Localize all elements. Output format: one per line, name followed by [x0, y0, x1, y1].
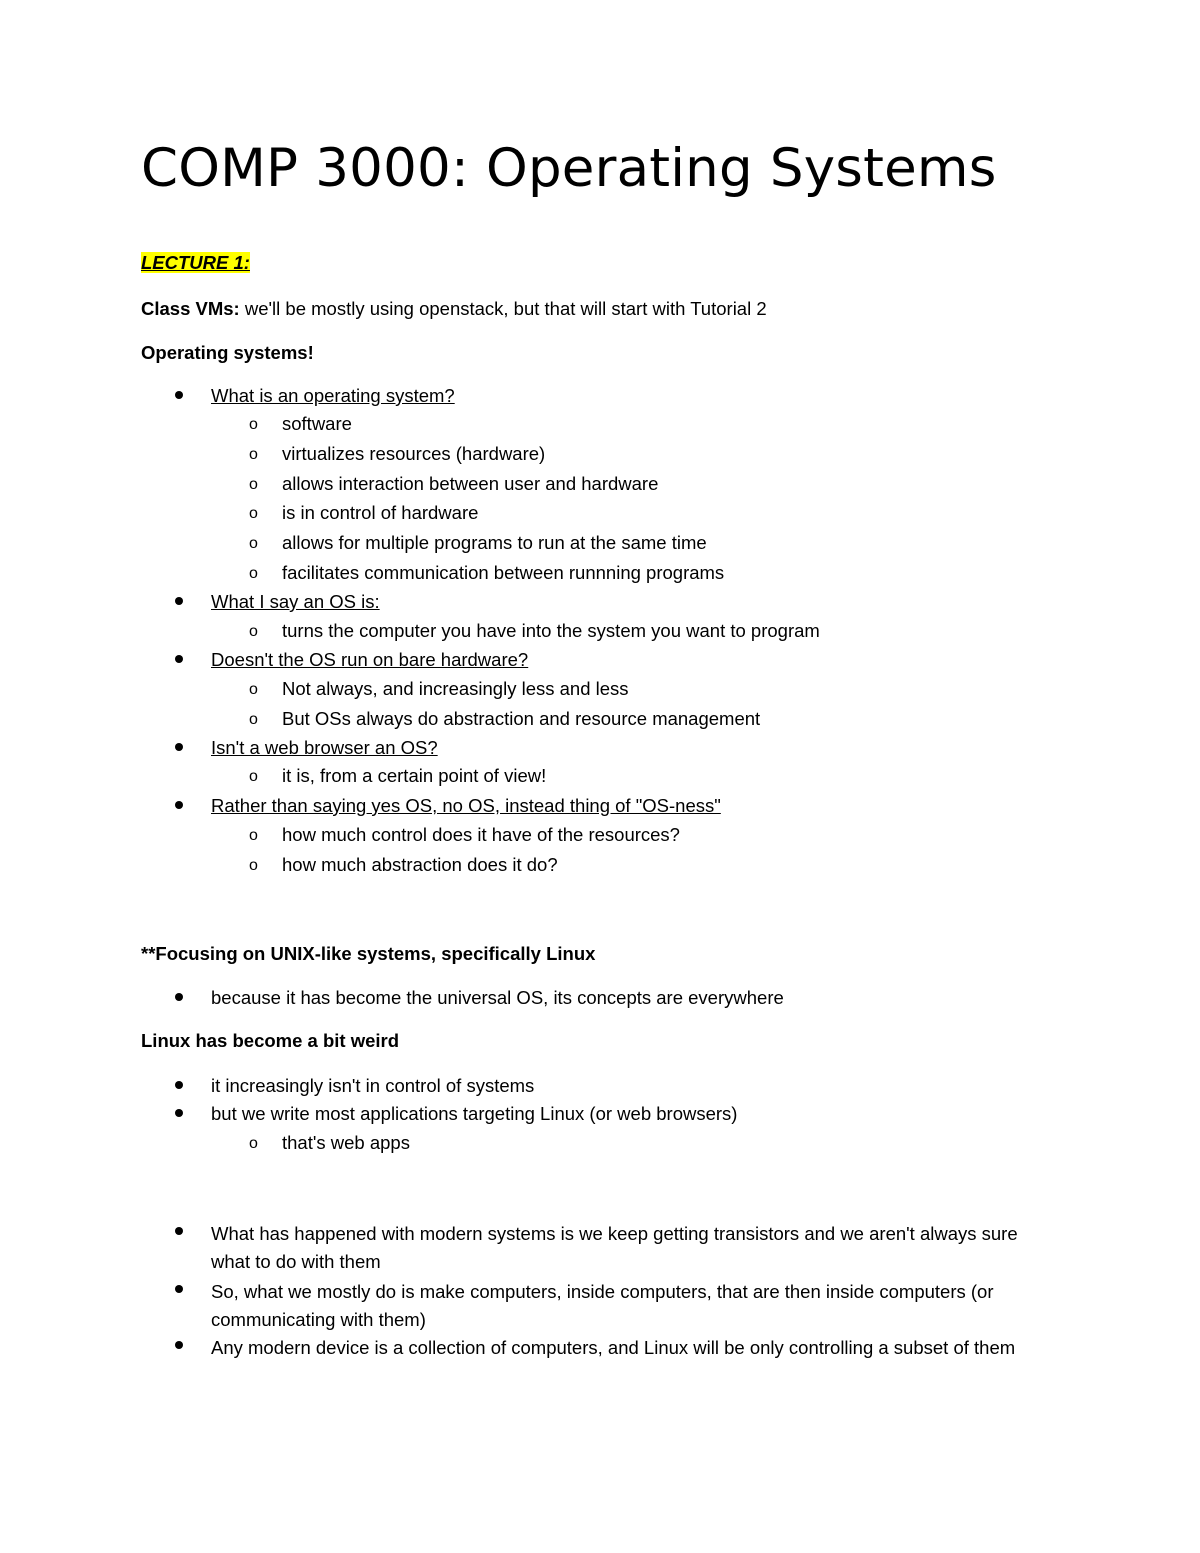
- bullet-icon: [175, 1341, 183, 1349]
- linux-list-item: it increasingly isn't in control of systems: [211, 1075, 535, 1096]
- sub-bullet-icon: o: [249, 416, 258, 433]
- modern-list-item: What has happened with modern systems is we keep getting transistors and we aren't always sure what to do with them: [211, 1223, 1018, 1272]
- bullet-icon: [175, 743, 183, 751]
- sub-bullet-icon: o: [249, 565, 258, 582]
- sub-bullet-icon: o: [249, 681, 258, 698]
- bullet-icon: [175, 1109, 183, 1117]
- sub-bullet-icon: o: [249, 446, 258, 463]
- bullet-icon: [175, 1285, 183, 1293]
- sub-bullet-icon: o: [249, 1135, 258, 1152]
- os-sub-item: how much control does it have of the resources?: [282, 824, 680, 845]
- os-list-item: Doesn't the OS run on bare hardware?: [211, 649, 529, 670]
- os-sub-item: But OSs always do abstraction and resource management: [282, 708, 761, 729]
- bullet-icon: [175, 655, 183, 663]
- modern-list-item: Any modern device is a collection of computers, and Linux will be only controlling a subset of them: [211, 1337, 1016, 1358]
- unix-list-item: because it has become the universal OS, its concepts are everywhere: [211, 987, 784, 1008]
- sub-bullet-icon: o: [249, 711, 258, 728]
- lecture-heading: LECTURE 1:: [141, 252, 250, 273]
- class-vms-label: Class VMs:: [141, 298, 240, 319]
- bullet-icon: [175, 1227, 183, 1235]
- os-sub-item: allows interaction between user and hardware: [282, 473, 659, 494]
- sub-bullet-icon: o: [249, 623, 258, 640]
- os-sub-item: how much abstraction does it do?: [282, 854, 558, 875]
- os-heading: Operating systems!: [141, 342, 314, 363]
- os-sub-item: it is, from a certain point of view!: [282, 765, 547, 786]
- bullet-icon: [175, 801, 183, 809]
- os-sub-item: is in control of hardware: [282, 502, 479, 523]
- sub-bullet-icon: o: [249, 768, 258, 785]
- document-title: COMP 3000: Operating Systems: [141, 138, 997, 199]
- os-list-item: Rather than saying yes OS, no OS, instead thing of "OS-ness": [211, 795, 721, 816]
- sub-bullet-icon: o: [249, 827, 258, 844]
- os-list-item: What I say an OS is:: [211, 591, 380, 612]
- os-sub-item: virtualizes resources (hardware): [282, 443, 546, 464]
- linux-list-item: but we write most applications targeting Linux (or web browsers): [211, 1103, 738, 1124]
- os-list-item: What is an operating system?: [211, 385, 455, 406]
- os-sub-item: software: [282, 413, 352, 434]
- os-list-item: Isn't a web browser an OS?: [211, 737, 438, 758]
- linux-heading: Linux has become a bit weird: [141, 1030, 400, 1051]
- class-vms-text: we'll be mostly using openstack, but that will start with Tutorial 2: [239, 298, 767, 319]
- bullet-icon: [175, 993, 183, 1001]
- os-sub-item: facilitates communication between runnning programs: [282, 562, 725, 583]
- sub-bullet-icon: o: [249, 476, 258, 493]
- sub-bullet-icon: o: [249, 505, 258, 522]
- os-sub-item: allows for multiple programs to run at the same time: [282, 532, 707, 553]
- os-sub-item: turns the computer you have into the system you want to program: [282, 620, 820, 641]
- unix-heading: **Focusing on UNIX-like systems, specifically Linux: [141, 943, 596, 964]
- sub-bullet-icon: o: [249, 535, 258, 552]
- class-vms-line: [141, 297, 767, 321]
- modern-list-item: So, what we mostly do is make computers, inside computers, that are then inside computers (or communicating with them): [211, 1281, 994, 1330]
- sub-bullet-icon: o: [249, 857, 258, 874]
- linux-sub-item: that's web apps: [282, 1132, 410, 1153]
- bullet-icon: [175, 597, 183, 605]
- bullet-icon: [175, 1081, 183, 1089]
- bullet-icon: [175, 391, 183, 399]
- os-sub-item: Not always, and increasingly less and less: [282, 678, 629, 699]
- lecture-heading-line: [141, 251, 250, 275]
